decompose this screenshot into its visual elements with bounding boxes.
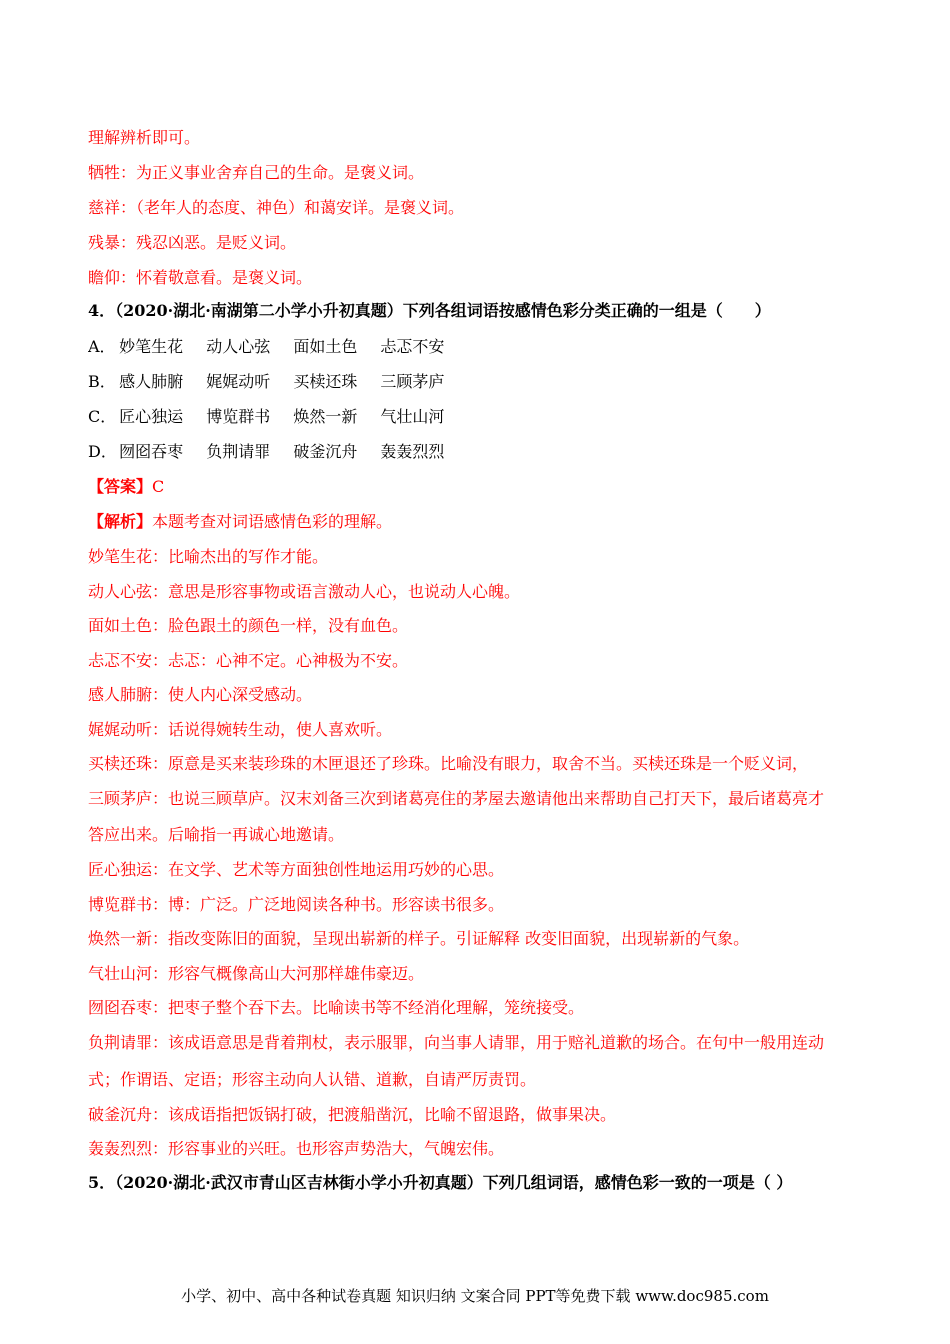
analysis-line: 残暴：残忍凶恶。是贬义词。 [88, 233, 297, 252]
option-word: 博览群书 [206, 407, 271, 426]
explanation-line: 动人心弦：意思是形容事物或语言激动人心，也说动人心魄。 [88, 582, 521, 601]
analysis-line: 瞻仰：怀着敬意看。是褒义词。 [88, 268, 313, 287]
option-word: 感人肺腑 [119, 372, 184, 391]
analysis-line: 理解辨析即可。 [88, 128, 201, 147]
answer-value: C [152, 477, 165, 496]
option-word: 忐忑不安 [380, 337, 445, 356]
analysis-text: 本题考查对词语感情色彩的理解。 [152, 512, 393, 531]
option-word: 轰轰烈烈 [380, 442, 445, 461]
explanation-line: 感人肺腑：使人内心深受感动。 [88, 685, 313, 704]
explanation-line: 博览群书：博：广泛。广泛地阅读各种书。形容读书很多。 [88, 895, 505, 914]
answer-line [88, 477, 868, 497]
explanation-line: 式；作谓语、定语；形容主动向人认错、道歉，自请严厉责罚。 [88, 1070, 537, 1089]
option-word: 妙笔生花 [119, 337, 184, 356]
answer-label: 【答案】 [88, 477, 153, 496]
explanation-line: 负荆请罪：该成语意思是背着荆杖，表示服罪，向当事人请罪，用于赔礼道歉的场合。在句中一般用连动 [88, 1033, 825, 1052]
option-word: 动人心弦 [206, 337, 271, 356]
analysis-line: 慈祥：（老年人的态度、神色）和蔼安详。是褒义词。 [88, 198, 465, 217]
option-word: 负荆请罪 [206, 442, 271, 461]
option-letter: C． [88, 407, 117, 426]
page-footer: 小学、初中、高中各种试卷真题 知识归纳 文案合同 PPT等免费下载 www.doc985.com [181, 1287, 769, 1305]
option-word: 三顾茅庐 [380, 372, 445, 391]
option-word: 娓娓动听 [206, 372, 271, 391]
option-b [88, 372, 868, 392]
option-word: 气壮山河 [380, 407, 445, 426]
explanation-line: 娓娓动听：话说得婉转生动，使人喜欢听。 [88, 720, 393, 739]
explanation-line: 破釜沉舟：该成语指把饭锅打破，把渡船凿沉，比喻不留退路，做事果决。 [88, 1105, 617, 1124]
explanation-line: 三顾茅庐：也说三顾草庐。汉末刘备三次到诸葛亮住的茅屋去邀请他出来帮助自己打天下，最后诸葛亮才 [88, 789, 825, 808]
option-c [88, 407, 868, 427]
explanation-line: 气壮山河：形容气概像高山大河那样雄伟豪迈。 [88, 964, 425, 983]
option-word: 面如土色 [293, 337, 358, 356]
option-a [88, 337, 868, 357]
option-d [88, 442, 868, 462]
question-4-title: 4．（2020·湖北·南湖第二小学小升初真题）下列各组词语按感情色彩分类正确的一组是（ ） [88, 301, 771, 320]
option-word: 破釜沉舟 [293, 442, 358, 461]
explanation-line: 买椟还珠：原意是买来装珍珠的木匣退还了珍珠。比喻没有眼力，取舍不当。买椟还珠是一个贬义词， [88, 754, 809, 773]
option-letter: D． [88, 442, 117, 461]
explanation-line: 妙笔生花：比喻杰出的写作才能。 [88, 547, 329, 566]
analysis-intro [88, 512, 868, 532]
explanation-line: 答应出来。后喻指一再诚心地邀请。 [88, 825, 345, 844]
explanation-line: 面如土色：脸色跟土的颜色一样，没有血色。 [88, 616, 409, 635]
explanation-line: 匠心独运：在文学、艺术等方面独创性地运用巧妙的心思。 [88, 860, 505, 879]
question-5-title: 5．（2020·湖北·武汉市青山区吉林街小学小升初真题）下列几组词语，感情色彩一致的一项是（ ） [88, 1173, 793, 1192]
analysis-line: 牺牲：为正义事业舍弃自己的生命。是褒义词。 [88, 163, 425, 182]
option-word: 囫囵吞枣 [119, 442, 184, 461]
analysis-label: 【解析】 [88, 512, 153, 531]
option-word: 焕然一新 [293, 407, 358, 426]
explanation-line: 焕然一新：指改变陈旧的面貌，呈现出崭新的样子。引证解释 改变旧面貌，出现崭新的气象。 [88, 929, 750, 948]
explanation-line: 忐忑不安：忐忑：心神不定。心神极为不安。 [88, 651, 409, 670]
option-word: 买椟还珠 [293, 372, 358, 391]
explanation-line: 囫囵吞枣：把枣子整个吞下去。比喻读书等不经消化理解，笼统接受。 [88, 998, 585, 1017]
option-letter: B． [88, 372, 116, 391]
option-letter: A． [88, 337, 116, 356]
explanation-line: 轰轰烈烈：形容事业的兴旺。也形容声势浩大，气魄宏伟。 [88, 1139, 505, 1158]
option-word: 匠心独运 [119, 407, 184, 426]
